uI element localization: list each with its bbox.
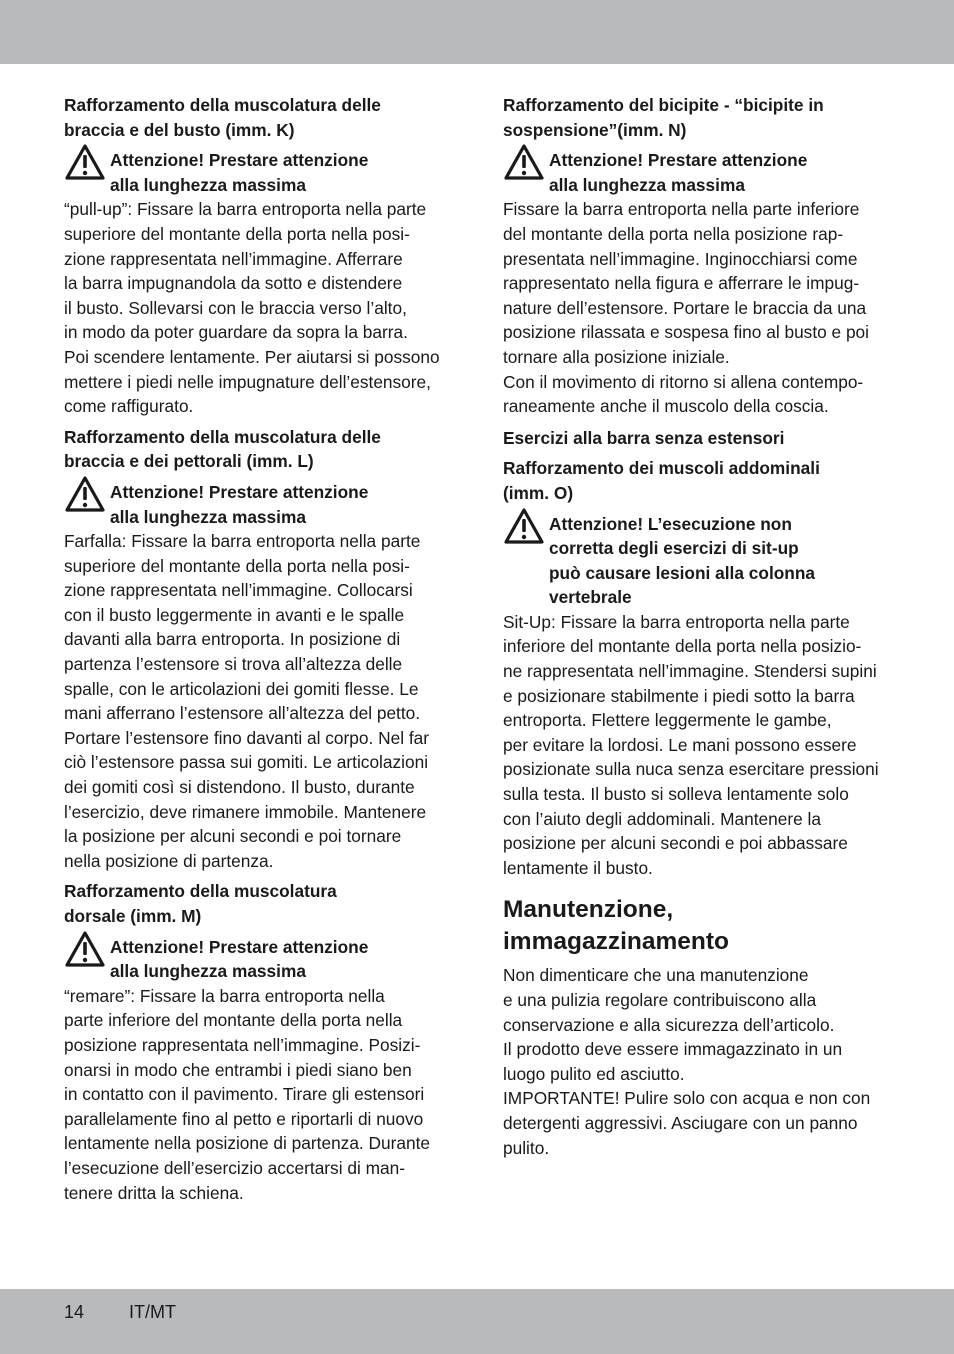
text-line: in modo da poter guardare da sopra la barra. <box>64 322 408 343</box>
text-line: (imm. O) <box>503 482 574 503</box>
text-line: tenere dritta la schiena. <box>64 1182 244 1203</box>
warning-icon <box>503 507 545 545</box>
text-line: zione rappresentata nell’immagine. Collocarsi <box>64 580 413 601</box>
text-line: lentamente il busto. <box>503 857 653 878</box>
text-line: immagazzinamento <box>503 928 729 956</box>
text-line: per evitare la lordosi. Le mani possono essere <box>503 734 857 755</box>
text-line: parallelamente fino al petto e riportarli di nuovo <box>64 1108 424 1129</box>
text-line: IMPORTANTE! Pulire solo con acqua e non con <box>503 1088 871 1109</box>
body-paragraph <box>503 963 893 1160</box>
text-line: luogo pulito ed asciutto. <box>503 1063 685 1084</box>
warning-icon <box>64 475 106 513</box>
text-line: partenza l’estensore si trova all’altezza delle <box>64 654 403 675</box>
text-line: l’esercizio, deve rimanere immobile. Mantenere <box>64 801 427 822</box>
warning-note <box>503 512 893 610</box>
text-line: davanti alla barra entroporta. In posizione di <box>64 629 401 650</box>
text-line: posizione rilassata e sospesa fino al busto e poi <box>503 322 870 343</box>
text-line: tornare alla posizione iniziale. <box>503 346 730 367</box>
section-heading <box>64 879 454 928</box>
text-line: Portare l’estensore fino davanti al corpo. Nel far <box>64 727 430 748</box>
text-line: Attenzione! Prestare attenzione <box>549 150 808 171</box>
text-line: e posizionare stabilmente i piedi sotto la barra <box>503 685 855 706</box>
warning-icon <box>64 143 106 181</box>
body-paragraph <box>503 610 893 881</box>
text-line: superiore del montante della porta nella posi- <box>64 555 410 576</box>
text-line: Sit-Up: Fissare la barra entroporta nella parte <box>503 611 850 632</box>
text-line: posizione rappresentata nell’immagine. Posizi- <box>64 1034 421 1055</box>
text-line: alla lunghezza massima <box>110 174 306 195</box>
text-line: inferiore del montante della porta nella posizio- <box>503 636 862 657</box>
language-code: IT/MT <box>129 1302 176 1322</box>
text-line: alla lunghezza massima <box>110 506 306 527</box>
warning-note <box>64 935 454 984</box>
text-line: alla lunghezza massima <box>110 961 306 982</box>
text-line: Rafforzamento della muscolatura <box>64 881 337 902</box>
text-line: posizionate sulla nuca senza esercitare pressioni <box>503 759 879 780</box>
text-line: come raffigurato. <box>64 396 194 417</box>
text-line: Non dimenticare che una manutenzione <box>503 965 809 986</box>
text-line: l’esecuzione dell’esercizio accertarsi di man- <box>64 1157 405 1178</box>
text-line: dorsale (imm. M) <box>64 906 202 926</box>
chapter-title <box>503 894 893 958</box>
text-line: sospensione”(imm. N) <box>503 119 687 140</box>
text-line: Manutenzione, <box>503 896 674 924</box>
text-line: “remare”: Fissare la barra entroporta nella <box>64 985 385 1006</box>
section-heading <box>64 93 454 142</box>
text-line: può causare lesioni alla colonna <box>549 562 816 583</box>
warning-icon <box>503 143 545 181</box>
page-number: 14 <box>64 1302 85 1322</box>
text-line: pulito. <box>503 1137 550 1158</box>
text-line: braccia e dei pettorali (imm. L) <box>64 451 314 472</box>
text-line: “pull-up”: Fissare la barra entroporta nella parte <box>64 199 427 220</box>
text-line: Attenzione! L’esecuzione non <box>549 513 792 534</box>
text-line: Con il movimento di ritorno si allena contempo- <box>503 371 864 392</box>
subsection-title <box>503 426 893 451</box>
text-line: zione rappresentata nell’immagine. Afferrare <box>64 248 403 269</box>
text-line: la barra impugnandola da sotto e distendere <box>64 273 403 294</box>
text-line: raneamente anche il muscolo della coscia. <box>503 396 829 417</box>
text-line: corretta degli esercizi di sit-up <box>549 538 799 559</box>
text-line: ciò l’estensore passa sui gomiti. Le articolazioni <box>64 752 429 773</box>
text-line: alla lunghezza massima <box>549 174 745 195</box>
text-line: in contatto con il pavimento. Tirare gli estensori <box>64 1084 425 1105</box>
text-line: Il prodotto deve essere immagazzinato in un <box>503 1039 843 1060</box>
text-line: Attenzione! Prestare attenzione <box>110 936 369 957</box>
right-column <box>503 93 893 1160</box>
text-line: detergenti aggressivi. Asciugare con un panno <box>503 1112 858 1133</box>
text-line: con l’aiuto degli addominali. Mantenere la <box>503 808 821 829</box>
text-line: rappresentato nella figura e afferrare le impug- <box>503 273 860 294</box>
text-line: Fissare la barra entroporta nella parte inferiore <box>503 199 860 220</box>
text-line: Farfalla: Fissare la barra entroporta nella parte <box>64 531 421 552</box>
body-paragraph <box>64 197 454 418</box>
text-line: dei gomiti così si distendono. Il busto, durante <box>64 777 415 798</box>
text-line: posizione per alcuni secondi e poi abbassare <box>503 833 848 854</box>
text-line: parte inferiore del montante della porta nella <box>64 1010 403 1031</box>
warning-note <box>503 148 893 197</box>
text-line: mani afferrano l’estensore all’altezza del petto. <box>64 703 421 724</box>
warning-note <box>64 148 454 197</box>
text-line: entroporta. Flettere leggermente le gambe, <box>503 710 832 731</box>
section-heading <box>503 93 893 142</box>
text-line: con il busto leggermente in avanti e le spalle <box>64 604 405 625</box>
text-line: ne rappresentata nell’immagine. Stendersi supini <box>503 661 877 682</box>
header-bar <box>0 0 954 64</box>
text-line: il busto. Sollevarsi con le braccia verso l’alto, <box>64 297 407 318</box>
text-line: Rafforzamento della muscolatura delle <box>64 426 381 447</box>
warning-note <box>64 480 454 529</box>
text-line: superiore del montante della porta nella posi- <box>64 223 410 244</box>
text-line: Attenzione! Prestare attenzione <box>110 150 369 171</box>
body-paragraph <box>64 529 454 873</box>
text-line: nature dell’estensore. Portare le braccia da una <box>503 297 867 318</box>
text-line: onarsi in modo che entrambi i piedi siano ben <box>64 1059 412 1080</box>
text-line: Esercizi alla barra senza estensori <box>503 427 785 448</box>
text-line: Rafforzamento dei muscoli addominali <box>503 458 820 479</box>
text-line: Rafforzamento della muscolatura delle <box>64 95 381 115</box>
text-line: braccia e del busto (imm. K) <box>64 119 295 140</box>
left-column <box>64 93 454 1205</box>
body-paragraph <box>64 984 454 1205</box>
text-line: presentata nell’immagine. Inginocchiarsi come <box>503 248 858 269</box>
text-line: del montante della porta nella posizione rap- <box>503 223 844 244</box>
body-paragraph <box>503 197 893 418</box>
text-line: Rafforzamento del bicipite - “bicipite in <box>503 95 824 115</box>
text-line: vertebrale <box>549 587 632 608</box>
section-heading <box>64 425 454 474</box>
warning-icon <box>64 930 106 968</box>
text-line: spalle, con le articolazioni dei gomiti flesse. Le <box>64 678 419 699</box>
text-line: Poi scendere lentamente. Per aiutarsi si possono <box>64 346 440 367</box>
text-line: la posizione per alcuni secondi e poi tornare <box>64 826 402 847</box>
text-line: mettere i piedi nelle impugnature dell’estensore, <box>64 371 431 392</box>
text-line: e una pulizia regolare contribuiscono alla <box>503 990 817 1010</box>
text-line: lentamente nella posizione di partenza. Durante <box>64 1133 431 1154</box>
text-line: sulla testa. Il busto si solleva lentamente solo <box>503 784 849 805</box>
text-line: conservazione e alla sicurezza dell’articolo. <box>503 1014 835 1035</box>
text-line: nella posizione di partenza. <box>64 850 274 871</box>
section-heading <box>503 456 893 505</box>
text-line: Attenzione! Prestare attenzione <box>110 481 369 502</box>
